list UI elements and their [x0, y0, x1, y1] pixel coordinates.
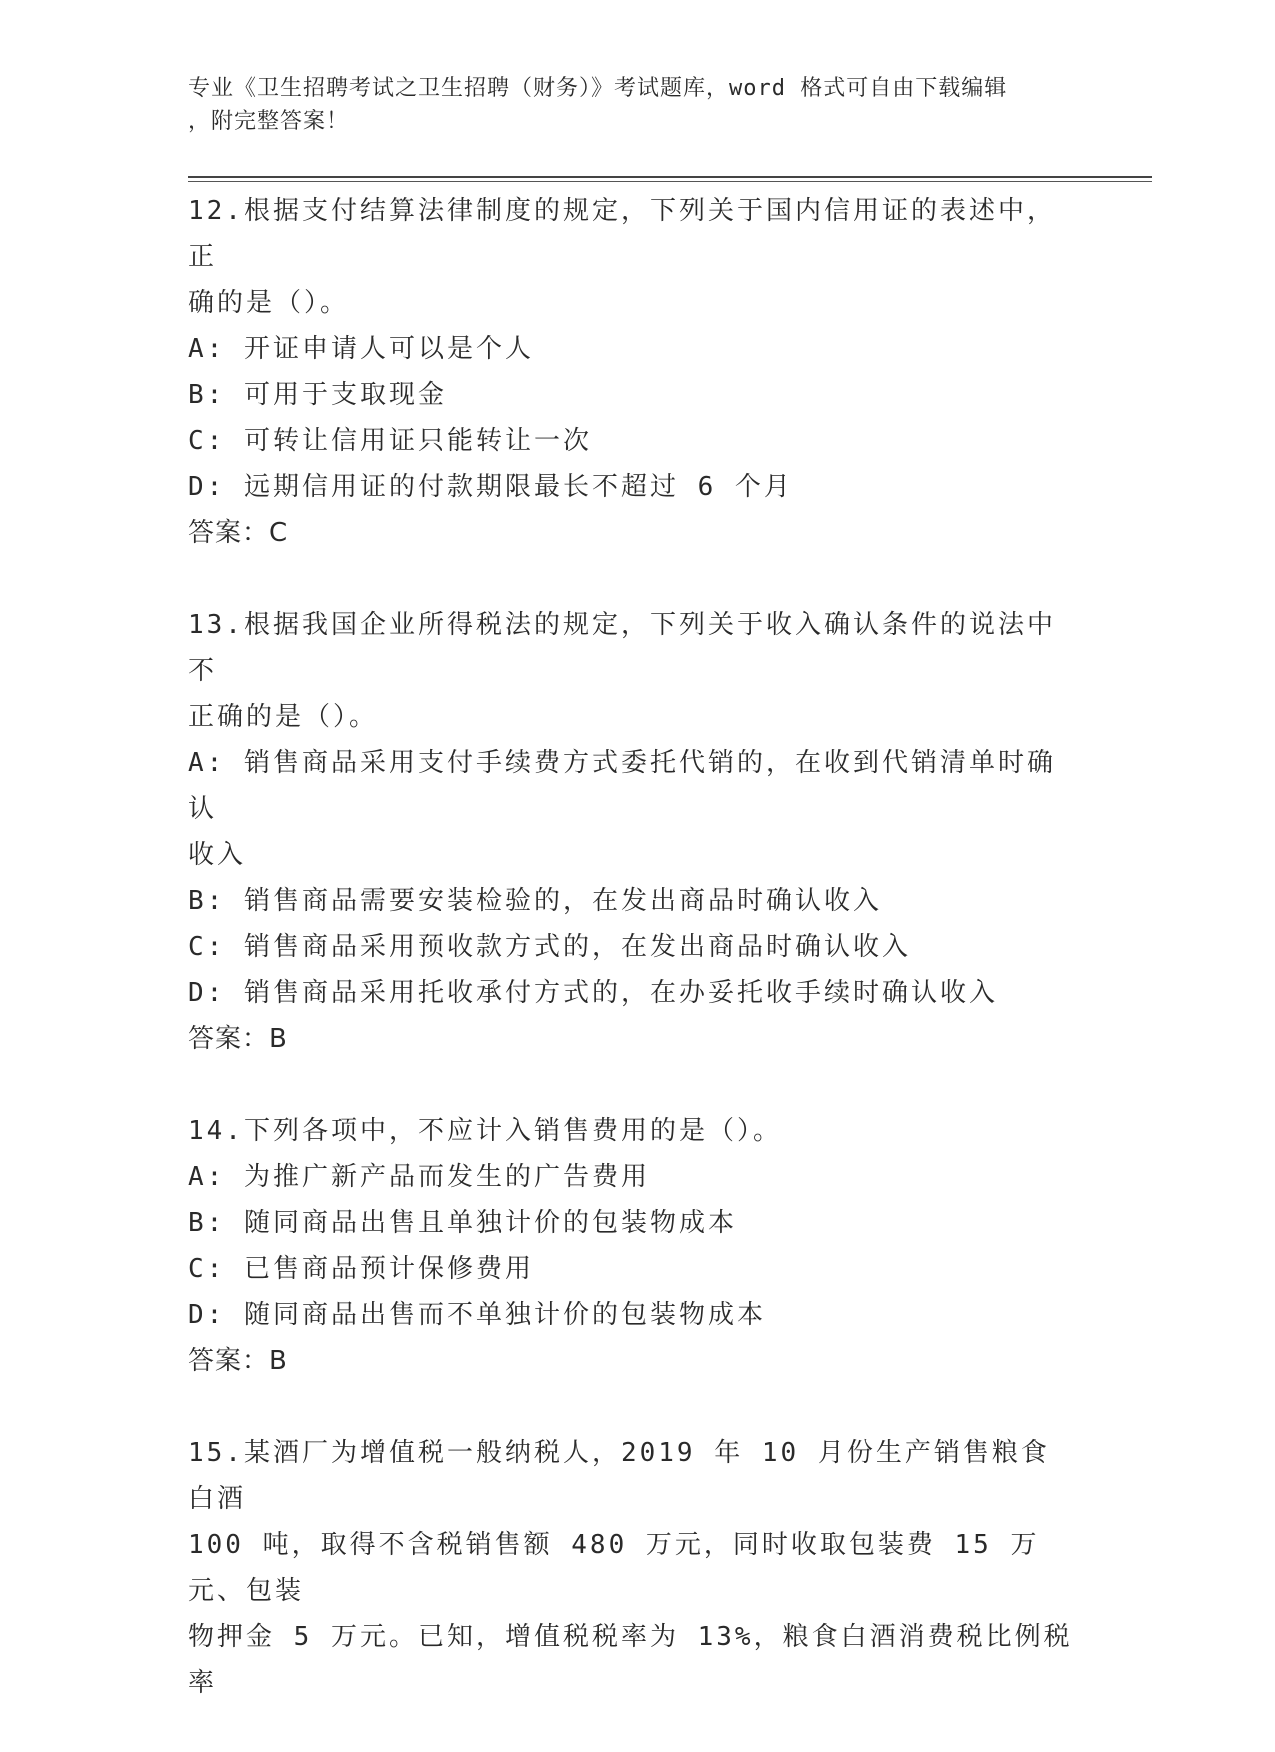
header-divider-thin — [188, 181, 1152, 182]
option-a: A: 开证申请人可以是个人 — [188, 334, 534, 364]
question-stem: 12.根据支付结算法律制度的规定，下列关于国内信用证的表述中，正 — [188, 196, 1056, 272]
question-list — [188, 188, 1078, 1752]
answer: 答案：B — [188, 1024, 288, 1054]
option-a: A: 销售商品采用支付手续费方式委托代销的，在收到代销清单时确认 — [188, 748, 1056, 824]
question-stem: 正确的是（）。 — [188, 702, 379, 732]
header-line-1: 专业《卫生招聘考试之卫生招聘（财务）》考试题库，word 格式可自由下载编辑 — [188, 76, 1008, 101]
answer: 答案：C — [188, 518, 289, 548]
header-divider-thick — [188, 176, 1152, 178]
question-stem: 13.根据我国企业所得税法的规定，下列关于收入确认条件的说法中不 — [188, 610, 1056, 686]
question-14 — [188, 1108, 1078, 1384]
option-a-continued: 收入 — [188, 840, 247, 870]
option-c: C: 销售商品采用预收款方式的，在发出商品时确认收入 — [188, 932, 911, 962]
question-stem: 100 吨，取得不含税销售额 480 万元，同时收取包装费 15 万元、包装 — [188, 1530, 1040, 1606]
option-c: C: 可转让信用证只能转让一次 — [188, 426, 592, 456]
option-c: C: 已售商品预计保修费用 — [188, 1254, 534, 1284]
question-stem: 15.某酒厂为增值税一般纳税人，2019 年 10 月份生产销售粮食白酒 — [188, 1438, 1050, 1514]
option-b: B: 随同商品出售且单独计价的包装物成本 — [188, 1208, 737, 1238]
option-d: D: 销售商品采用托收承付方式的，在办妥托收手续时确认收入 — [188, 978, 998, 1008]
question-13 — [188, 602, 1078, 1062]
question-12 — [188, 188, 1078, 556]
answer: 答案：B — [188, 1346, 288, 1376]
option-b: B: 销售商品需要安装检验的，在发出商品时确认收入 — [188, 886, 882, 916]
header-line-2: ，附完整答案！ — [188, 109, 350, 134]
option-d: D: 随同商品出售而不单独计价的包装物成本 — [188, 1300, 766, 1330]
option-b: B: 可用于支取现金 — [188, 380, 447, 410]
question-stem: 物押金 5 万元。已知，增值税税率为 13%，粮食白酒消费税比例税率 — [188, 1622, 1073, 1698]
question-stem: 14.下列各项中，不应计入销售费用的是（）。 — [188, 1116, 782, 1146]
option-a: A: 为推广新产品而发生的广告费用 — [188, 1162, 650, 1192]
page-header — [188, 72, 1068, 138]
question-15 — [188, 1430, 1078, 1706]
question-stem: 确的是（）。 — [188, 288, 350, 318]
option-d: D: 远期信用证的付款期限最长不超过 6 个月 — [188, 472, 793, 502]
